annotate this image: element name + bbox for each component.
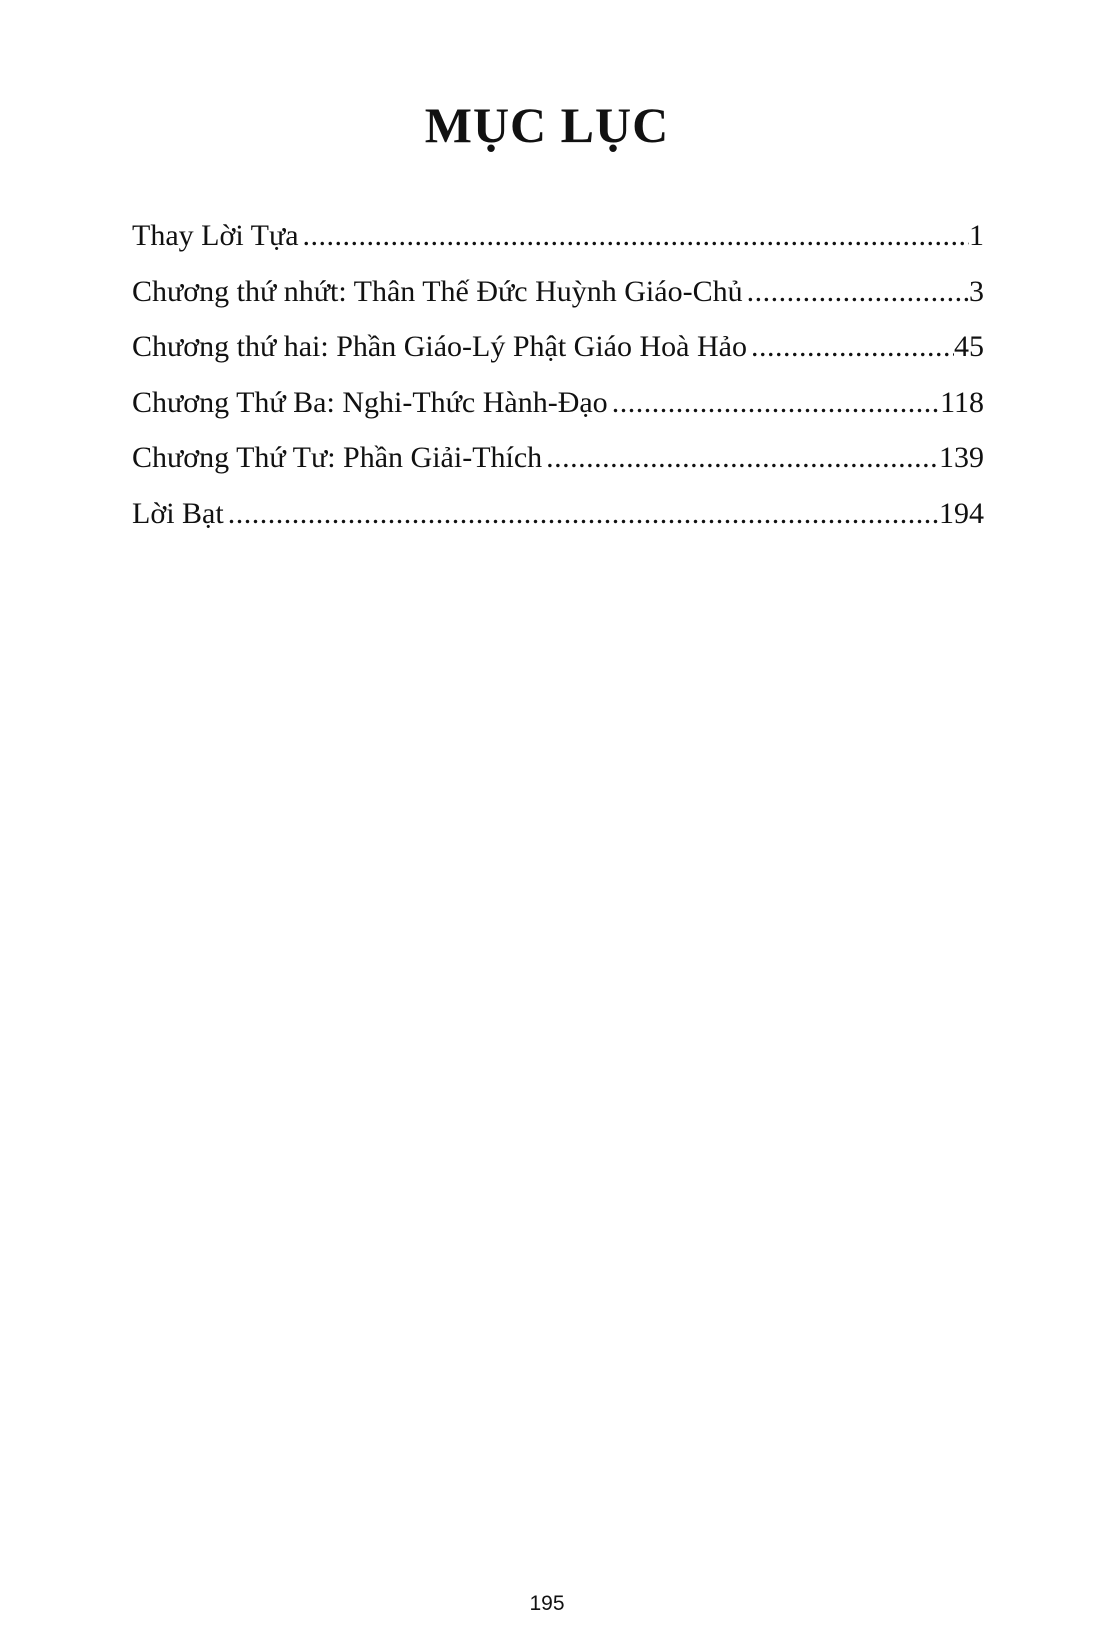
toc-entry[interactable] [132, 272, 984, 328]
toc-entry-page: 1 [969, 219, 984, 252]
toc-entry-label: Chương Thứ Ba: Nghi-Thức Hành-Đạo [132, 385, 608, 419]
toc-entry[interactable] [132, 216, 984, 272]
toc-dot-leader [747, 327, 954, 367]
toc-entry[interactable] [132, 327, 984, 383]
toc-entry[interactable] [132, 494, 984, 550]
toc-entry-page: 139 [939, 441, 984, 475]
toc-entry-label: Chương thứ nhứt: Thân Thế Đức Huỳnh Giáo-Chủ [132, 274, 743, 308]
toc-dot-leader [743, 272, 969, 312]
toc-entry-page: 45 [954, 330, 984, 364]
table-of-contents [132, 216, 984, 550]
toc-dot-leader [299, 216, 969, 256]
toc-entry[interactable] [132, 438, 984, 494]
toc-entry-page: 3 [969, 274, 984, 308]
toc-dot-leader [224, 494, 939, 534]
toc-dot-leader [608, 383, 940, 423]
toc-entry-label: Chương Thứ Tư: Phần Giải-Thích [132, 441, 543, 475]
toc-entry-label: Thay Lời Tựa [132, 219, 299, 252]
page-title: MỤC LỤC [424, 97, 670, 153]
page-number: 195 [529, 1592, 565, 1615]
toc-entry-label: Chương thứ hai: Phần Giáo-Lý Phật Giáo Hoà Hảo [132, 330, 747, 364]
toc-entry-label: Lời Bạt [132, 496, 224, 530]
toc-entry-page: 194 [939, 496, 984, 530]
toc-entry[interactable] [132, 383, 984, 439]
toc-entry-page: 118 [940, 385, 984, 419]
toc-dot-leader [542, 438, 939, 478]
